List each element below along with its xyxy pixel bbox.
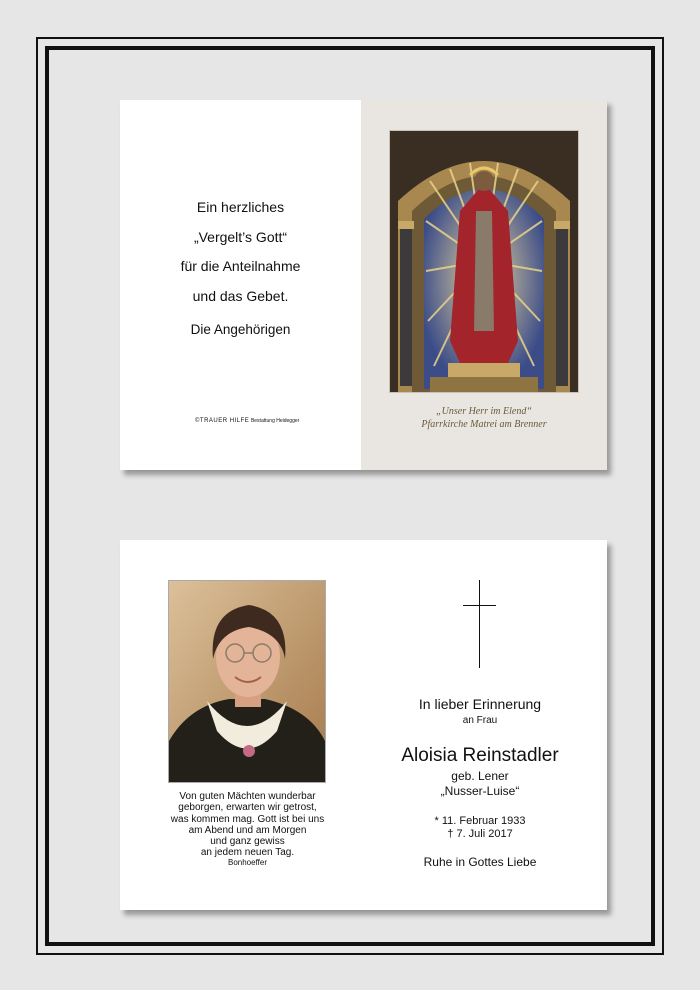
signature: Die Angehörigen	[190, 322, 291, 337]
cross-icon-bar	[463, 605, 496, 606]
altar-image	[389, 130, 579, 393]
brand-name: Bestattung Heidegger	[250, 418, 300, 424]
poem-line: und ganz gewiss	[210, 836, 285, 848]
birth-date: * 11. Februar 1933	[434, 815, 526, 827]
poem-line: am Abend und am Morgen	[188, 824, 307, 836]
salutation: an Frau	[462, 715, 498, 726]
icon-panel	[361, 100, 607, 470]
death-date: † 7. Juli 2017	[447, 828, 513, 840]
altar-illustration	[390, 131, 578, 392]
thanks-line-3: für die Anteilnahme	[180, 258, 301, 274]
deceased-name: Aloisia Reinstadler	[401, 745, 559, 766]
undertaker-brand	[195, 418, 299, 424]
thank-you-panel	[120, 100, 361, 470]
poem	[150, 791, 345, 859]
image-caption-place: Pfarrkirche Matrei am Brenner	[421, 419, 547, 430]
poem-author: Bonhoeffer	[228, 858, 267, 867]
birth-name: geb. Lener	[451, 769, 509, 783]
closing-line: Ruhe in Gottes Liebe	[423, 855, 537, 869]
thanks-line-4: und das Gebet.	[192, 288, 289, 304]
poem-line: geborgen, erwarten wir getrost,	[178, 802, 317, 814]
poem-line: an jedem neuen Tag.	[200, 847, 295, 859]
nickname: „Nusser-Luise“	[440, 784, 520, 798]
thanks-line-1: Ein herzliches	[196, 199, 285, 215]
portrait-illustration	[169, 581, 325, 782]
thanks-line-2: „Vergelt’s Gott“	[193, 229, 288, 245]
cross-icon	[479, 580, 480, 668]
brand-logo: ©TRAUER HILFE	[195, 418, 250, 424]
portrait-photo	[168, 580, 326, 783]
memorial-heading: In lieber Erinnerung	[418, 696, 542, 712]
image-caption-title: „Unser Herr im Elend“	[436, 406, 532, 417]
thank-you-card	[120, 100, 607, 470]
poem-line: was kommen mag. Gott ist bei uns	[170, 813, 325, 825]
memorial-card	[120, 540, 607, 910]
poem-line: Von guten Mächten wunderbar	[179, 791, 316, 802]
